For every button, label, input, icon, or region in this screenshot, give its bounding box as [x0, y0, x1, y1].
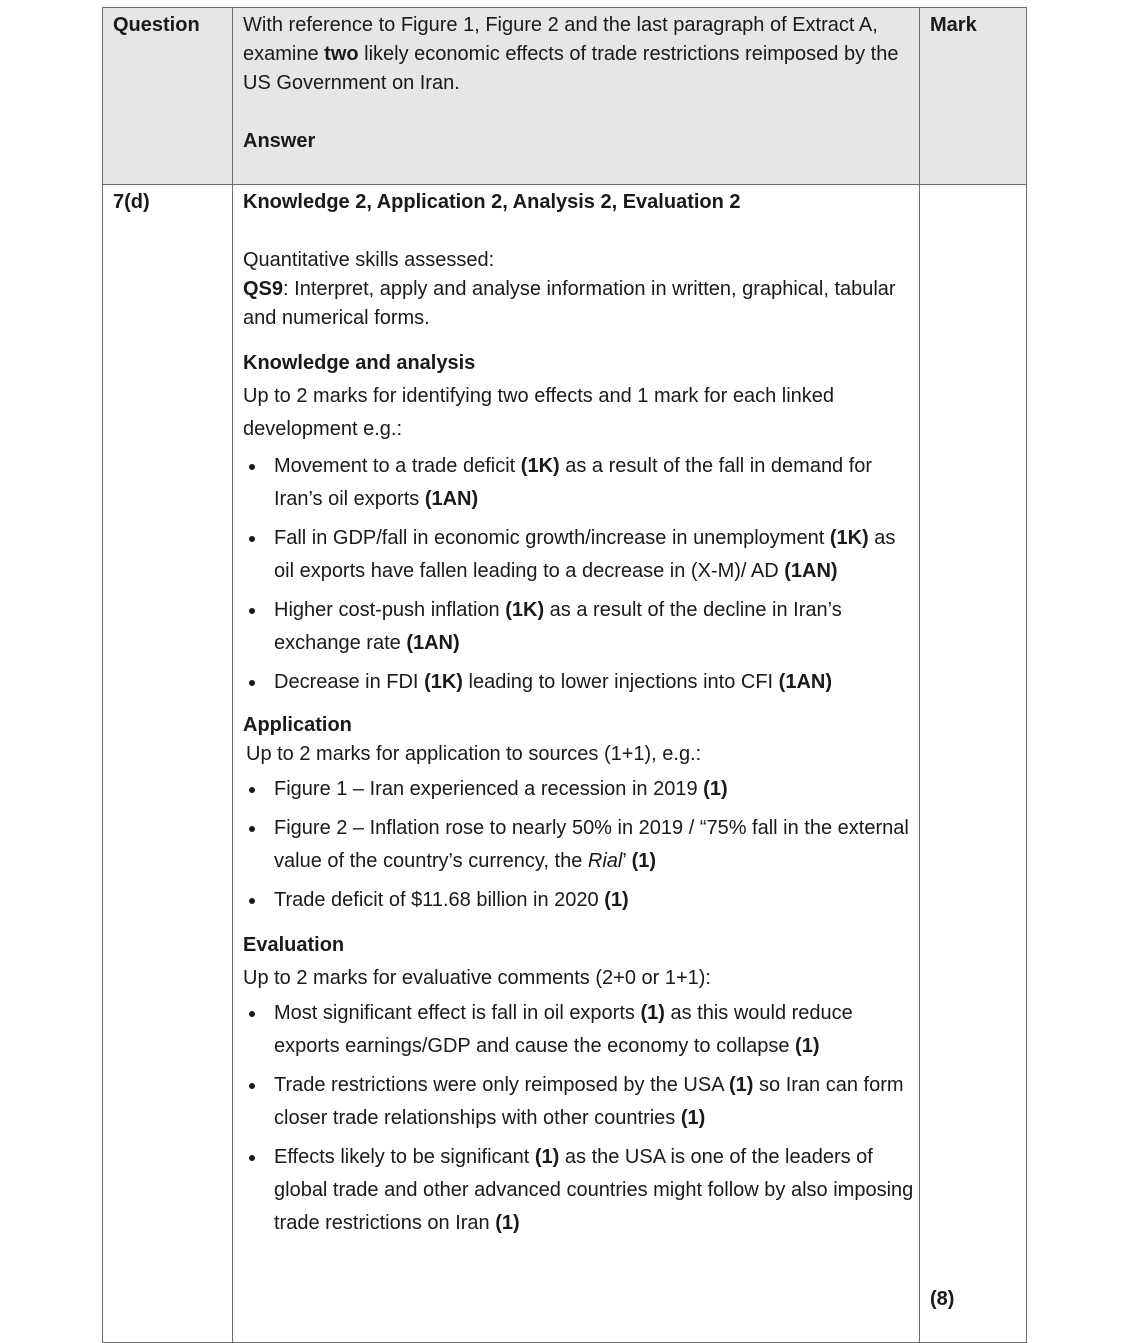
list-item: Figure 1 – Iran experienced a recession in 2019 (1)	[243, 773, 915, 806]
mark-label-cell	[920, 8, 1027, 185]
header-row	[103, 8, 1027, 185]
answer-row	[103, 185, 1027, 1343]
list-item: Movement to a trade deficit (1K) as a result of the fall in demand for Iran’s oil exports (1AN)	[243, 450, 915, 516]
answer-cell	[233, 185, 920, 1343]
knowledge-list	[243, 450, 915, 699]
section-intro-knowledge: Up to 2 marks for identifying two effects and 1 mark for each linked development e.g.:	[243, 385, 835, 440]
section-title-knowledge: Knowledge and analysis	[243, 352, 476, 374]
total-mark: (8)	[930, 1288, 955, 1310]
question-label: Question	[113, 14, 200, 36]
bullet-icon	[249, 536, 255, 542]
bullet-icon	[249, 826, 255, 832]
bullet-icon	[249, 898, 255, 904]
section-intro-application: Up to 2 marks for application to sources (1+1), e.g.:	[246, 743, 702, 765]
question-text-cell	[233, 8, 920, 185]
question-number: 7(d)	[113, 191, 150, 213]
assessment-objectives: Knowledge 2, Application 2, Analysis 2, Evaluation 2	[243, 191, 741, 213]
evaluation-list	[243, 997, 915, 1240]
list-item: Trade restrictions were only reimposed by the USA (1) so Iran can form closer trade relationships with other countries (1)	[243, 1069, 915, 1135]
section-intro-evaluation: Up to 2 marks for evaluative comments (2+0 or 1+1):	[243, 967, 711, 989]
list-item: Figure 2 – Inflation rose to nearly 50% in 2019 / “75% fall in the external value of the country’s currency, the Rial’ (1)	[243, 812, 915, 878]
list-item: Decrease in FDI (1K) leading to lower injections into CFI (1AN)	[243, 666, 915, 699]
section-title-evaluation: Evaluation	[243, 934, 345, 956]
list-item: Higher cost-push inflation (1K) as a result of the decline in Iran’s exchange rate (1AN)	[243, 594, 915, 660]
bullet-icon	[249, 464, 255, 470]
answer-label: Answer	[243, 130, 316, 152]
question-text: With reference to Figure 1, Figure 2 and the last paragraph of Extract A, examine two likely economic effects of trade restrictions reimposed by the US Government on Iran.	[243, 14, 899, 94]
qs-code: QS9	[243, 278, 284, 300]
list-item: Fall in GDP/fall in economic growth/increase in unemployment (1K) as oil exports have fallen leading to a decrease in (X-M)/ AD (1AN)	[243, 522, 915, 588]
bullet-icon	[249, 680, 255, 686]
list-item: Effects likely to be significant (1) as the USA is one of the leaders of global trade and other advanced countries might follow by also imposing trade restrictions on Iran (1)	[243, 1141, 915, 1240]
qs-line: QS9: Interpret, apply and analyse information in written, graphical, tabular and numerical forms.	[243, 278, 896, 329]
list-item: Most significant effect is fall in oil exports (1) as this would reduce exports earnings/GDP and cause the economy to collapse (1)	[243, 997, 915, 1063]
total-mark-cell	[920, 185, 1027, 1343]
mark-scheme-table	[102, 7, 1027, 1343]
bullet-icon	[249, 1011, 255, 1017]
bullet-icon	[249, 608, 255, 614]
question-number-cell	[103, 185, 233, 1343]
section-title-application: Application	[243, 714, 352, 736]
question-label-cell	[103, 8, 233, 185]
quant-skills-label: Quantitative skills assessed:	[243, 249, 495, 271]
bullet-icon	[249, 1155, 255, 1161]
bullet-icon	[249, 1083, 255, 1089]
bullet-icon	[249, 787, 255, 793]
list-item: Trade deficit of $11.68 billion in 2020 (1)	[243, 884, 915, 917]
mark-label: Mark	[930, 14, 977, 36]
application-list	[243, 773, 915, 917]
